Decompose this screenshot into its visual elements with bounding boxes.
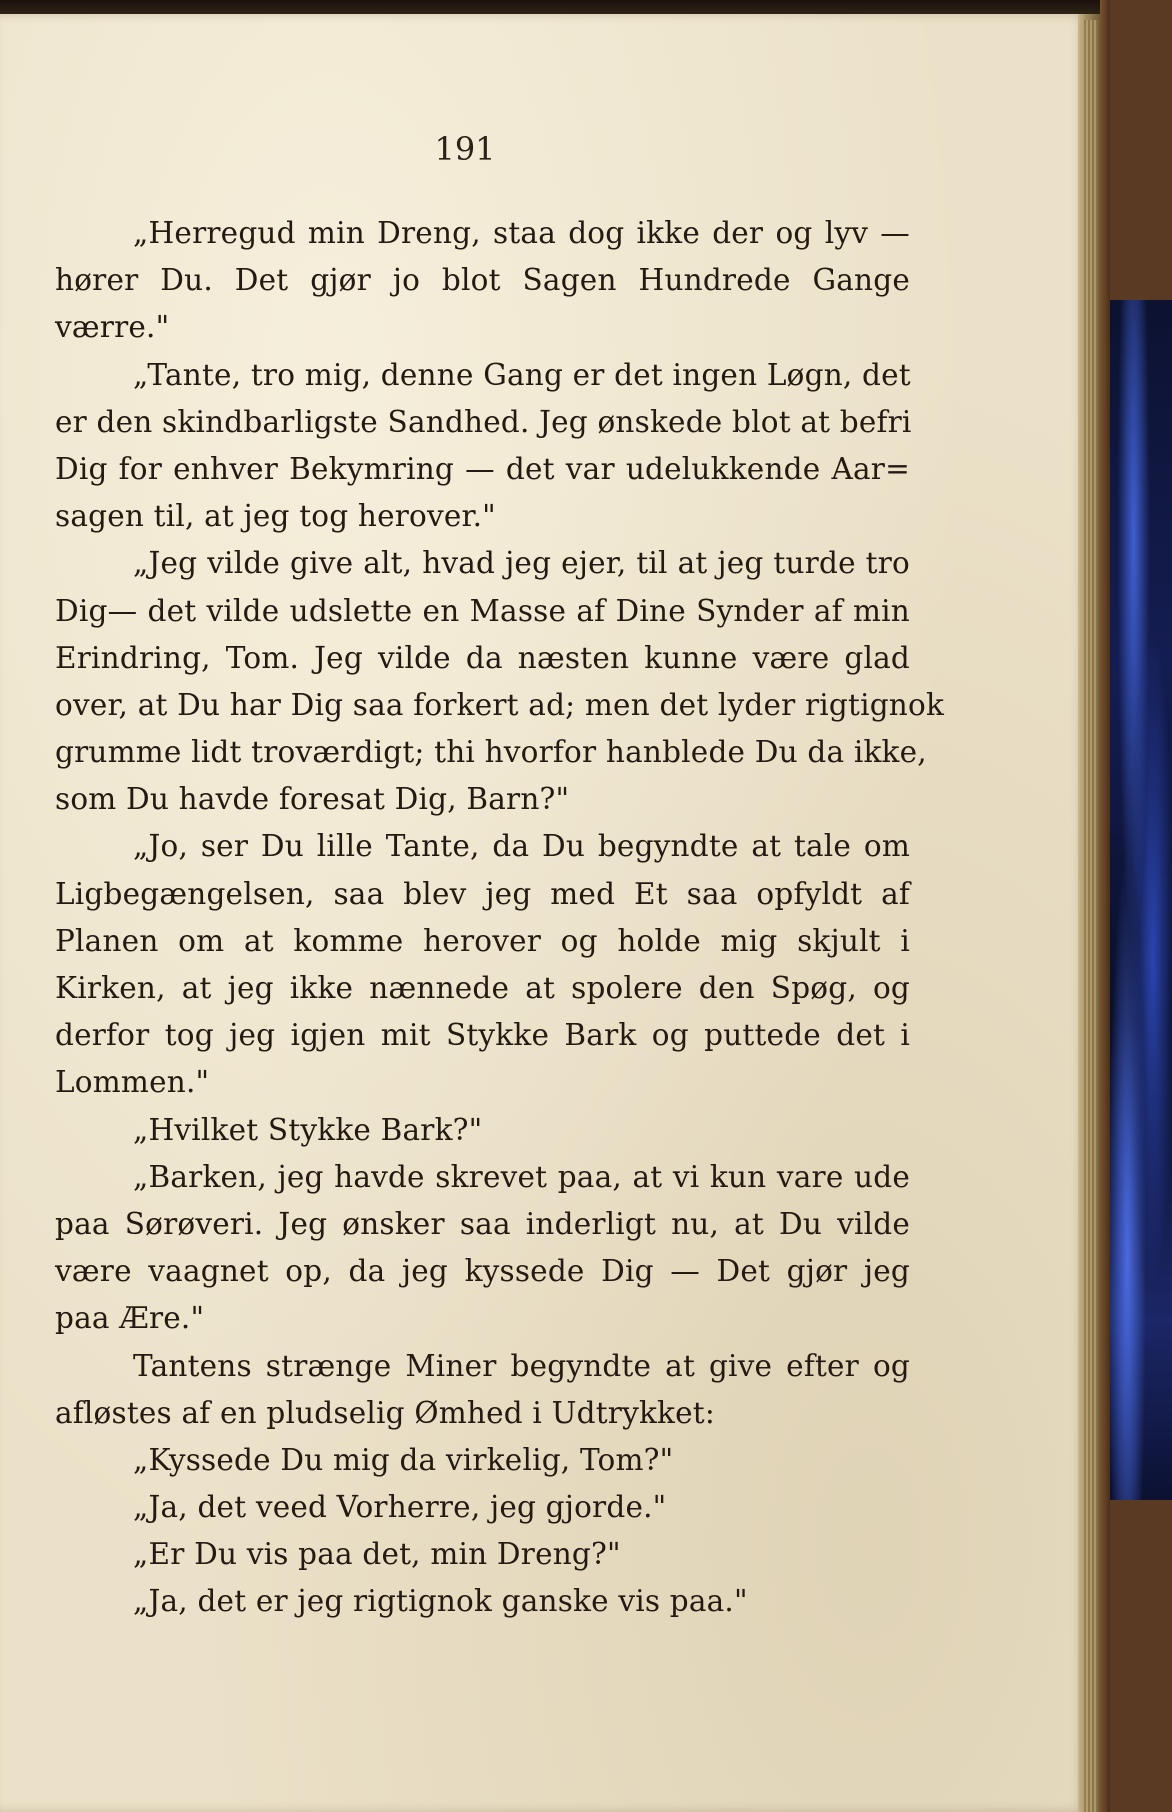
page-edges bbox=[1082, 20, 1098, 1812]
text-line: Lommen." bbox=[55, 1065, 210, 1100]
text-line: „Jo, ser Du lille Tante, da Du begyndte at tale om bbox=[133, 829, 910, 864]
text-line: grumme lidt troværdigt; thi hvorfor hanblede Du da ikke, bbox=[55, 735, 927, 770]
marbled-endpaper bbox=[1108, 300, 1172, 1500]
text-line: „Barken, jeg havde skrevet paa, at vi kun vare ude bbox=[133, 1159, 910, 1194]
text-line: som Du havde foresat Dig, Barn?" bbox=[55, 782, 570, 817]
text-line: paa Ære." bbox=[55, 1301, 205, 1336]
cover-edge bbox=[1100, 0, 1110, 1812]
text-line: „Herregud min Dreng, staa dog ikke der og lyv — bbox=[133, 216, 910, 250]
text-line: afløstes af en pludselig Ømhed i Udtrykket: bbox=[55, 1395, 715, 1430]
text-line: paa Sørøveri. Jeg ønsker saa inderligt nu, at Du vilde bbox=[55, 1206, 910, 1241]
page-text bbox=[55, 210, 945, 1626]
text-line: Tantens strænge Miner begyndte at give efter og bbox=[133, 1348, 910, 1383]
text-line: hører Du. Det gjør jo blot Sagen Hundrede Gange bbox=[55, 263, 910, 298]
text-line: „Jeg vilde give alt, hvad jeg ejer, til at jeg turde tro bbox=[133, 546, 910, 581]
text-line: derfor tog jeg igjen mit Stykke Bark og puttede det i bbox=[55, 1018, 910, 1053]
text-line: „Tante, tro mig, denne Gang er det ingen Løgn, det bbox=[133, 357, 911, 392]
text-line: Kirken, at jeg ikke nænnede at spolere den Spøg, og bbox=[55, 971, 910, 1005]
text-line: er den skindbarligste Sandhed. Jeg ønskede blot at befri bbox=[55, 404, 912, 439]
text-line: „Ja, det er jeg rigtignok ganske vis paa." bbox=[133, 1584, 748, 1619]
text-line: Dig for enhver Bekymring — det var udelukkende Aar= bbox=[55, 451, 910, 486]
text-line: Dig— det vilde udslette en Masse af Dine Synder af min bbox=[55, 593, 910, 628]
text-line: „Er Du vis paa det, min Dreng?" bbox=[133, 1537, 621, 1572]
text-line: over, at Du har Dig saa forkert ad; men det lyder rigtignok bbox=[55, 687, 945, 722]
text-line: Planen om at komme herover og holde mig skjult i bbox=[55, 923, 910, 958]
text-line: „Kyssede Du mig da virkelig, Tom?" bbox=[133, 1442, 674, 1477]
page-number: 191 bbox=[434, 130, 496, 168]
text-line: „Ja, det veed Vorherre, jeg gjorde." bbox=[133, 1490, 667, 1525]
text-line: Ligbegængelsen, saa blev jeg med Et saa opfyldt af bbox=[55, 876, 910, 911]
text-line: sagen til, at jeg tog herover." bbox=[55, 499, 496, 534]
text-line: „Hvilket Stykke Bark?" bbox=[133, 1112, 483, 1147]
text-line: være vaagnet op, da jeg kyssede Dig — Det gjør jeg bbox=[55, 1254, 910, 1289]
text-line: Erindring, Tom. Jeg vilde da næsten kunne være glad bbox=[55, 640, 910, 675]
text-line: værre." bbox=[55, 310, 170, 345]
